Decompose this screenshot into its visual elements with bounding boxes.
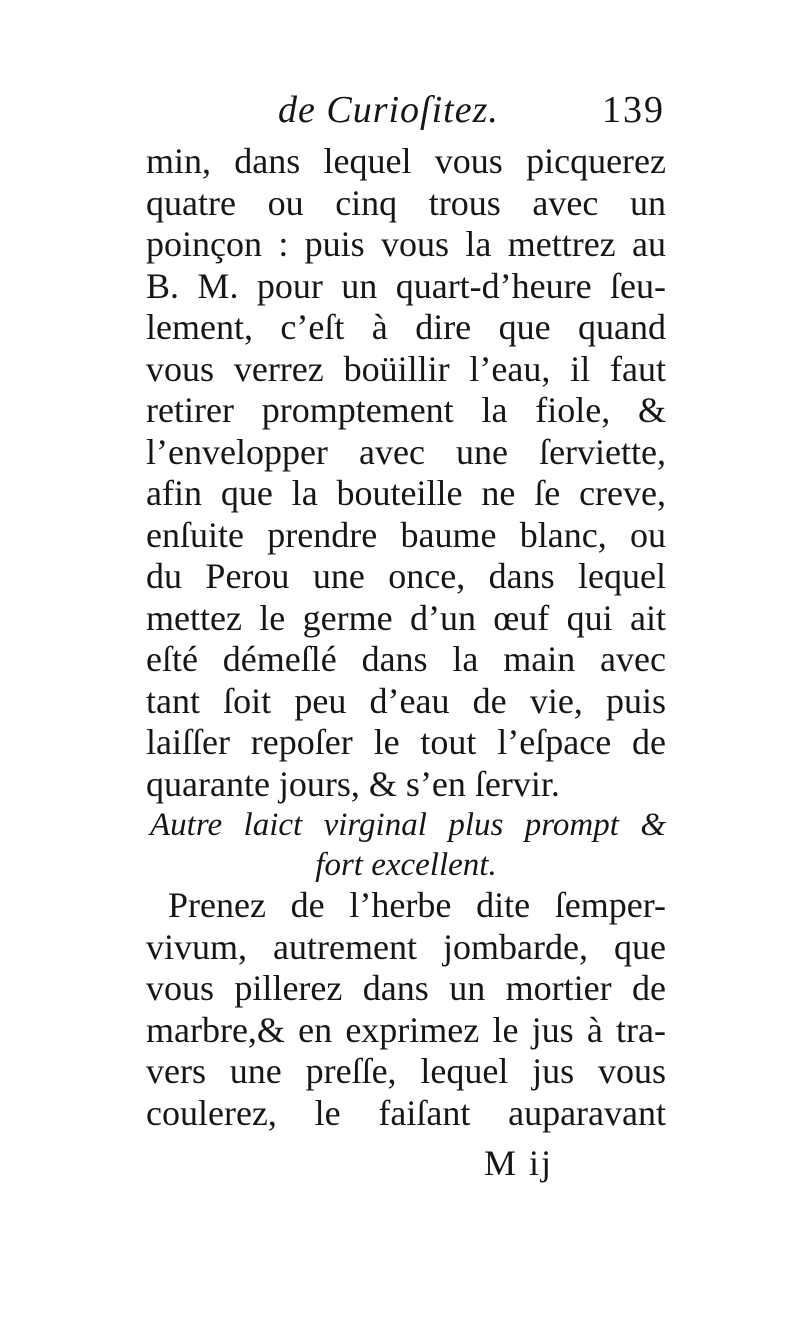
text-line: eſté démeſlé dans la main avec xyxy=(146,639,666,679)
text-line: du Perou une once, dans lequel xyxy=(146,556,666,596)
text-line: poinçon : puis vous la mettrez au xyxy=(146,224,666,264)
text-line: B. M. pour un quart-d’heure ſeu- xyxy=(146,265,666,306)
text-line: vivum, autrement jombarde, que xyxy=(146,926,666,967)
signature-mark: M ij xyxy=(484,1143,554,1183)
section-heading: Autre laict virginal plus prompt & xyxy=(150,807,666,843)
text-line: min, dans lequel vous picquerez xyxy=(146,141,666,181)
text-line: laiſſer repoſer le tout l’eſpace de xyxy=(146,722,666,762)
text-line: Prenez de l’herbe dite ſemper- xyxy=(168,885,666,925)
text-line: afin que la bouteille ne ſe creve, xyxy=(146,473,666,513)
text-line: quatre ou cinq trous avec un xyxy=(146,182,666,223)
running-head xyxy=(150,88,665,138)
text-line: l’envelopper avec une ſerviette, xyxy=(146,431,666,472)
running-title: de Curioſitez. xyxy=(278,89,499,131)
section-heading: fort excellent. xyxy=(315,847,497,883)
page-number: 139 xyxy=(602,89,665,131)
text-line: mettez le germe d’un œuf qui ait xyxy=(146,597,666,638)
text-line: coulerez, le faiſant auparavant xyxy=(146,1092,666,1133)
text-line: vous verrez boüillir l’eau, il faut xyxy=(146,348,666,389)
body-text xyxy=(146,141,666,1134)
text-line: tant ſoit peu d’eau de vie, puis xyxy=(146,680,666,721)
text-line: retirer promptement la fiole, & xyxy=(146,390,666,430)
text-line: vers une preſſe, lequel jus vous xyxy=(146,1051,666,1091)
text-line: lement, c’eſt à dire que quand xyxy=(146,307,666,347)
text-line: marbre,& en exprimez le jus à tra- xyxy=(146,1009,666,1050)
text-line: enſuite prendre baume blanc, ou xyxy=(146,514,666,555)
text-line: quarante jours, & s’en ſervir. xyxy=(146,763,560,804)
text-line: vous pillerez dans un mortier de xyxy=(146,968,666,1008)
